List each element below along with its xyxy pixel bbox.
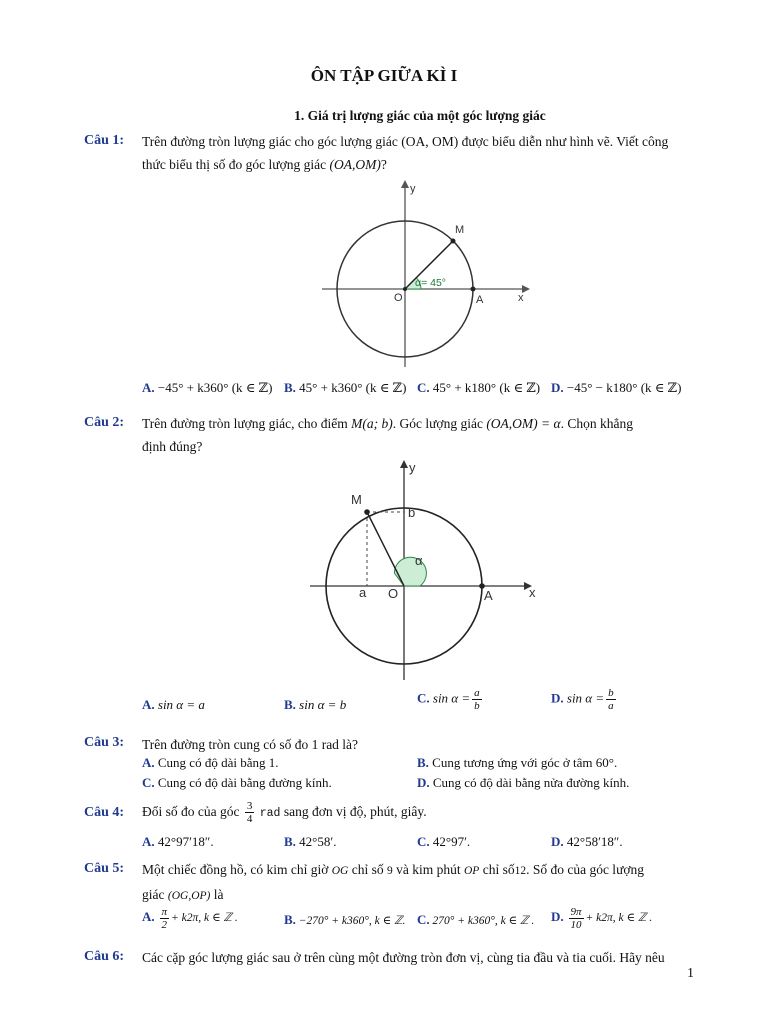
question-5-text: Một chiếc đồng hồ, có kim chỉ giờ OG chỉ số 9 và kim phút OP chỉ số12. Số đo của góc lượng giác (OG,OP) là <box>142 862 645 902</box>
q3-option-d[interactable]: D. Cung có độ dài bằng nửa đường kính. <box>417 775 630 790</box>
question-4-label: Câu 4: <box>84 805 125 820</box>
point-o <box>403 287 407 291</box>
question-1-qmark: ? <box>380 157 387 172</box>
q3-option-b[interactable]: B. Cung tương ứng với góc ở tâm 60°. <box>417 755 618 770</box>
figure-unit-circle-2 <box>300 455 550 685</box>
hour-hand-og: OG <box>331 865 349 877</box>
question-1-angle: (OA,OM) <box>329 157 381 172</box>
label-y: y <box>410 183 416 195</box>
minute-hand-op: OP <box>463 865 480 877</box>
point-m-coords: M(a; b) <box>351 416 393 431</box>
page-number: 1 <box>687 966 694 981</box>
q1-option-b[interactable]: B. 45° + k360° (k ∈ ℤ) <box>284 380 407 395</box>
section-heading: 1. Giá trị lượng giác của một góc lượng giác <box>294 108 546 123</box>
label-m: M <box>351 492 362 507</box>
q2-option-d[interactable]: D. sin α = $\frac{b}{a}$ <box>551 687 614 712</box>
label-x: x <box>529 585 536 600</box>
q1-option-c[interactable]: C. 45° + k180° (k ∈ ℤ) <box>417 380 541 395</box>
label-a-coord: a <box>359 585 367 600</box>
q5-option-b[interactable]: B. −270° + k360°, k ∈ ℤ. <box>284 912 406 927</box>
number-twelve: 12 <box>514 865 527 877</box>
question-1-line-1: Trên đường tròn lượng giác cho góc lượng giác (OA, OM) được biểu diễn như hình vẽ. Viết công <box>142 134 669 149</box>
y-axis-arrow <box>400 460 408 468</box>
q5-option-c[interactable]: C. 270° + k360°, k ∈ ℤ . <box>417 912 535 927</box>
segment-om <box>367 512 404 586</box>
question-6-label: Câu 6: <box>84 949 125 964</box>
q2-option-a[interactable]: A. sin α = a <box>142 697 205 712</box>
number-nine: 9 <box>386 865 393 877</box>
label-alpha: α <box>415 553 423 568</box>
point-a <box>471 287 476 292</box>
question-2-text: Trên đường tròn lượng giác, cho điểm M(a; b). Góc lượng giác (OA,OM) = α. Chọn khẳng định đúng? <box>142 416 633 454</box>
label-b: b <box>408 505 416 520</box>
q4-option-c[interactable]: C. 42°97′. <box>417 834 471 849</box>
label-m: M <box>455 224 465 236</box>
unit-rad: rad <box>259 807 281 820</box>
page-title: ÔN TẬP GIỮA KÌ I <box>310 66 458 85</box>
figure-unit-circle-1 <box>300 175 540 370</box>
q1-option-a[interactable]: A. −45° + k360° (k ∈ ℤ) <box>142 380 273 395</box>
question-3-label: Câu 3: <box>84 735 125 750</box>
label-o: O <box>394 292 403 304</box>
q4-option-a[interactable]: A. 42°97′18″. <box>142 834 214 849</box>
question-1-text <box>142 130 692 176</box>
label-angle: α= 45° <box>415 277 446 289</box>
question-3-text: Trên đường tròn cung có số đo 1 rad là? <box>142 737 359 752</box>
question-1-line-2: thức biểu thị số đo góc lượng giác <box>142 157 327 172</box>
q1-option-d[interactable]: D. −45° − k180° (k ∈ ℤ) <box>551 380 682 395</box>
label-a: A <box>476 294 484 306</box>
q2-option-b[interactable]: B. sin α = b <box>284 697 347 712</box>
label-o: O <box>388 586 399 601</box>
fraction-denominator: 4 <box>246 813 253 826</box>
question-1-label: Câu 1: <box>84 133 125 148</box>
y-axis-arrow <box>401 180 409 188</box>
question-2-label: Câu 2: <box>84 415 125 430</box>
angle-expression: (OA,OM) = α <box>486 416 561 431</box>
label-a: A <box>484 588 493 603</box>
q5-option-d[interactable]: D. $\frac{9\pi}{10}$ + k2π, k ∈ ℤ . <box>551 906 653 931</box>
label-y: y <box>409 460 416 475</box>
angle-og-op: (OG,OP) <box>167 890 211 902</box>
fraction-numerator: 3 <box>246 800 253 813</box>
q3-option-a[interactable]: A. Cung có độ dài bằng 1. <box>142 755 279 770</box>
q4-option-b[interactable]: B. 42°58′. <box>284 834 337 849</box>
question-5-label: Câu 5: <box>84 861 125 876</box>
q4-option-d[interactable]: D. 42°58′18″. <box>551 834 623 849</box>
q3-option-c[interactable]: C. Cung có độ dài bằng đường kính. <box>142 775 332 790</box>
question-4-text: Đổi số đo của góc $\frac{3}{4}$ rad sang đơn vị độ, phút, giây. <box>142 800 427 826</box>
point-m <box>451 239 456 244</box>
q2-option-c[interactable]: C. sin α = $\frac{a}{b}$ <box>417 687 480 712</box>
point-m <box>364 509 370 515</box>
label-x: x <box>518 292 524 304</box>
q5-option-a[interactable]: A. $\frac{\pi}{2}$ + k2π, k ∈ ℤ . <box>142 906 238 931</box>
question-6-text: Các cặp góc lượng giác sau ở trên cùng một đường tròn đơn vị, cùng tia đầu và tia cuối. Hãy nêu <box>142 950 665 965</box>
